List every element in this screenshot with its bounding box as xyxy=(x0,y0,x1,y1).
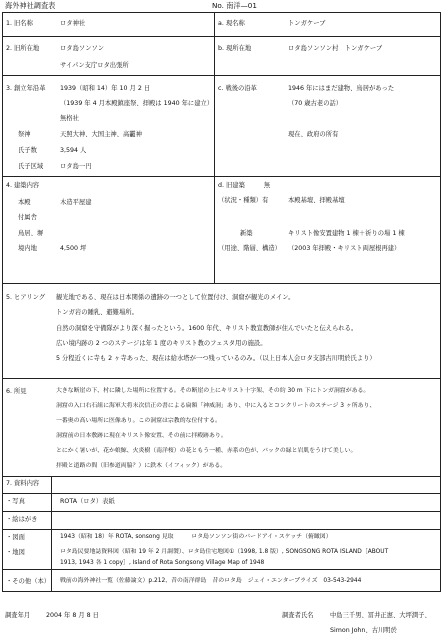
old-location-value-1: ロタ島ソンソン xyxy=(60,45,105,52)
precinct-value: 4,500 坪 xyxy=(60,245,87,252)
deity-value: 天照大神、大国主神、高龗神 xyxy=(60,131,142,138)
postcard-key: ・絵はがき xyxy=(6,516,38,523)
hearing-line-2: トンガ岩の鍾乳、避難場所。 xyxy=(56,309,138,316)
old-name-value: ロタ神社 xyxy=(60,20,86,27)
postwar-history-1: 1946 年にはまだ建物、鳥居があった xyxy=(288,85,395,92)
main-hall-value: 木造平屋建 xyxy=(60,199,92,206)
survey-number: No. 南洋—01 xyxy=(212,1,257,10)
survey-date-value: 2004 年 8 月 8 日 xyxy=(46,612,99,619)
hearing-line-3: 自然の洞窟を守備隊がより深く掘ったという。1600 年代、キリスト教宣教師が住んでいたと伝えられる。 xyxy=(56,325,358,332)
observation-line-1: 大きな断崖の下、村に隣した場所に位置する。その断崖の上にキリスト十字架、その約 30 m 下にトンガ洞窟がある。 xyxy=(56,388,370,394)
other-books-value: 戦前の海外神社一覧（佐藤論文）p.212、昔の南洋群島 昔のロタ島 ジェイ・エンタープライズ 03-543-2944 xyxy=(60,578,362,584)
current-location-value: ロタ島ソンソン村 トンガケーブ xyxy=(288,45,383,52)
sub-row-divider-photo xyxy=(2,493,441,494)
parish-area-value: ロタ島一円 xyxy=(60,163,92,170)
parishioner-count-value: 3,594 人 xyxy=(60,147,87,154)
observation-line-4: 洞窟前の日本敷跡に現在キリスト像安置、その前に拝殿跡あり。 xyxy=(56,433,227,439)
old-location-label: 2. 旧所在地 xyxy=(6,45,40,52)
sub-row-divider-drawing xyxy=(2,529,441,530)
survey-date-label: 調査年月 xyxy=(5,612,31,619)
materials-label: 7. 資料内容 xyxy=(6,480,40,487)
precinct-label: 境内地 xyxy=(18,245,37,252)
map-value-2: 1913, 1943 各 1 copy］, Island of Rota Songsong Village Map of 1948 xyxy=(60,560,265,566)
map-value-1: ロタ島民要地誌資料図（昭和 19 年 2 月調製）、ロタ島住宅地図①（1998, 1.8 版）, SONGSONG ROTA ISLAND［ABOUT xyxy=(60,549,389,555)
surveyors-line-1: 中島三千男、冨井正憲、大坪潤子、 xyxy=(330,612,431,619)
photo-key: ・写真 xyxy=(6,498,25,505)
building-label: 4. 建築内容 xyxy=(6,182,40,189)
new-building-value: キリスト像安置建物 1 棟＋祈りの場 1 棟 xyxy=(288,230,405,237)
parish-area-label: 氏子区域 xyxy=(18,163,44,170)
founding-note: （1939 年 4 月本殿鎮座祭、拝殿は 1940 年に建立） xyxy=(60,100,214,107)
new-building-note: （2003 年拝殿・キリスト両屋根再建） xyxy=(288,245,401,252)
current-name-label: a. 現名称 xyxy=(218,20,245,27)
new-building-label: 新築 xyxy=(240,230,253,237)
main-hall-label: 本殿 xyxy=(18,199,31,206)
row-divider-5 xyxy=(2,378,441,379)
building-remains: 本殿基壇、拝殿基壇 xyxy=(288,197,345,204)
old-name-label: 1. 旧名称 xyxy=(6,20,33,27)
materials-key-divider xyxy=(51,476,52,592)
founding-label: 3. 創立年沿革 xyxy=(6,85,46,92)
postwar-history-2: （70 歳古老の話） xyxy=(288,100,343,107)
sub-row-divider-postcard xyxy=(2,511,441,512)
old-location-value-2: サイパン支庁ロタ出張所 xyxy=(60,62,129,69)
sub-row-divider-map xyxy=(2,569,441,570)
current-location-label: b. 現所在地 xyxy=(218,45,252,52)
old-building-sublabel: （状況・種類）有 xyxy=(218,197,269,204)
drawing-value: 1943（昭和 18）年 ROTA, sonsong 見取 ロタ島ソンソン街のバードアイ・スケッチ（俯瞰図） xyxy=(60,534,332,540)
photo-value: ROTA（ロタ）表紙 xyxy=(60,498,115,505)
hearing-line-4: 広い境内跡の 2 つのステージは年 1 度のキリスト教のフェスタ用の施設。 xyxy=(56,340,267,347)
other-books-key: ・その他（本） xyxy=(6,578,51,585)
observation-line-3: 一番奥の高い場所に医像あり。この洞窟は宗教的な位付する。 xyxy=(56,418,221,424)
postwar-history-label: c. 戦後の沿革 xyxy=(218,85,257,92)
surveyors-label: 調査者氏名 xyxy=(282,612,314,619)
drawing-key: ・図面 xyxy=(6,534,25,541)
shrine-rank: 無格社 xyxy=(60,115,79,122)
founding-date: 1939（昭和 14）年 10 月 2 日 xyxy=(60,85,151,92)
row-divider-2 xyxy=(2,75,441,76)
hearing-line-1: 観光地である、現在は日本関係の遺跡の一つとして位置付け、洞窟が観光のメイン。 xyxy=(56,294,295,301)
torii-fence-label: 鳥居、塀 xyxy=(18,230,44,237)
deity-label: 祭神 xyxy=(18,131,31,138)
current-name-value: トンガケーブ xyxy=(288,20,326,27)
row-divider-4 xyxy=(2,283,441,284)
observation-line-6: 拝殿と道路の間（旧参道両脇？）に鉄木（イフィック）がある。 xyxy=(56,463,227,469)
column-divider xyxy=(214,12,215,283)
observation-line-2: 洞窟の入口右石組に海軍大将末次信正の書による扁額「神威洞」あり、中に入るとコンクリートのステージ 3 ヶ所あり、 xyxy=(56,403,376,409)
old-building-label: d. 旧建築 無 xyxy=(218,182,271,189)
new-building-sublabel: （用途、階層、構造） xyxy=(218,245,281,252)
hearing-line-5: 5 分程近くに寺も 2 ヶ寺あった、現在は給水塔が一つ残っているのみ。（以上日本人会ロタ支部古川明於氏より） xyxy=(56,355,376,362)
survey-title: 海外神社調査表 xyxy=(5,1,56,10)
row-divider-1 xyxy=(2,36,441,37)
hearing-label: 5. ヒアリング xyxy=(6,294,46,301)
row-divider-6 xyxy=(2,476,441,477)
observation-line-5: とにかく暑いが、花か娘鯨、火炎樹（南洋桜）の花ともう一種、赤系の色が、パックの緑と岩肌をうけて美しい。 xyxy=(56,448,357,454)
row-divider-3 xyxy=(2,176,441,177)
surveyors-line-2: Simon John、古川明於 xyxy=(330,627,397,634)
map-key: ・地図 xyxy=(6,549,25,556)
annex-label: 付属舎 xyxy=(18,214,37,221)
observation-label: 6. 所見 xyxy=(6,388,27,395)
parishioner-count-label: 氏子数 xyxy=(18,147,37,154)
postwar-history-3: 現在、政府の所有 xyxy=(288,131,339,138)
